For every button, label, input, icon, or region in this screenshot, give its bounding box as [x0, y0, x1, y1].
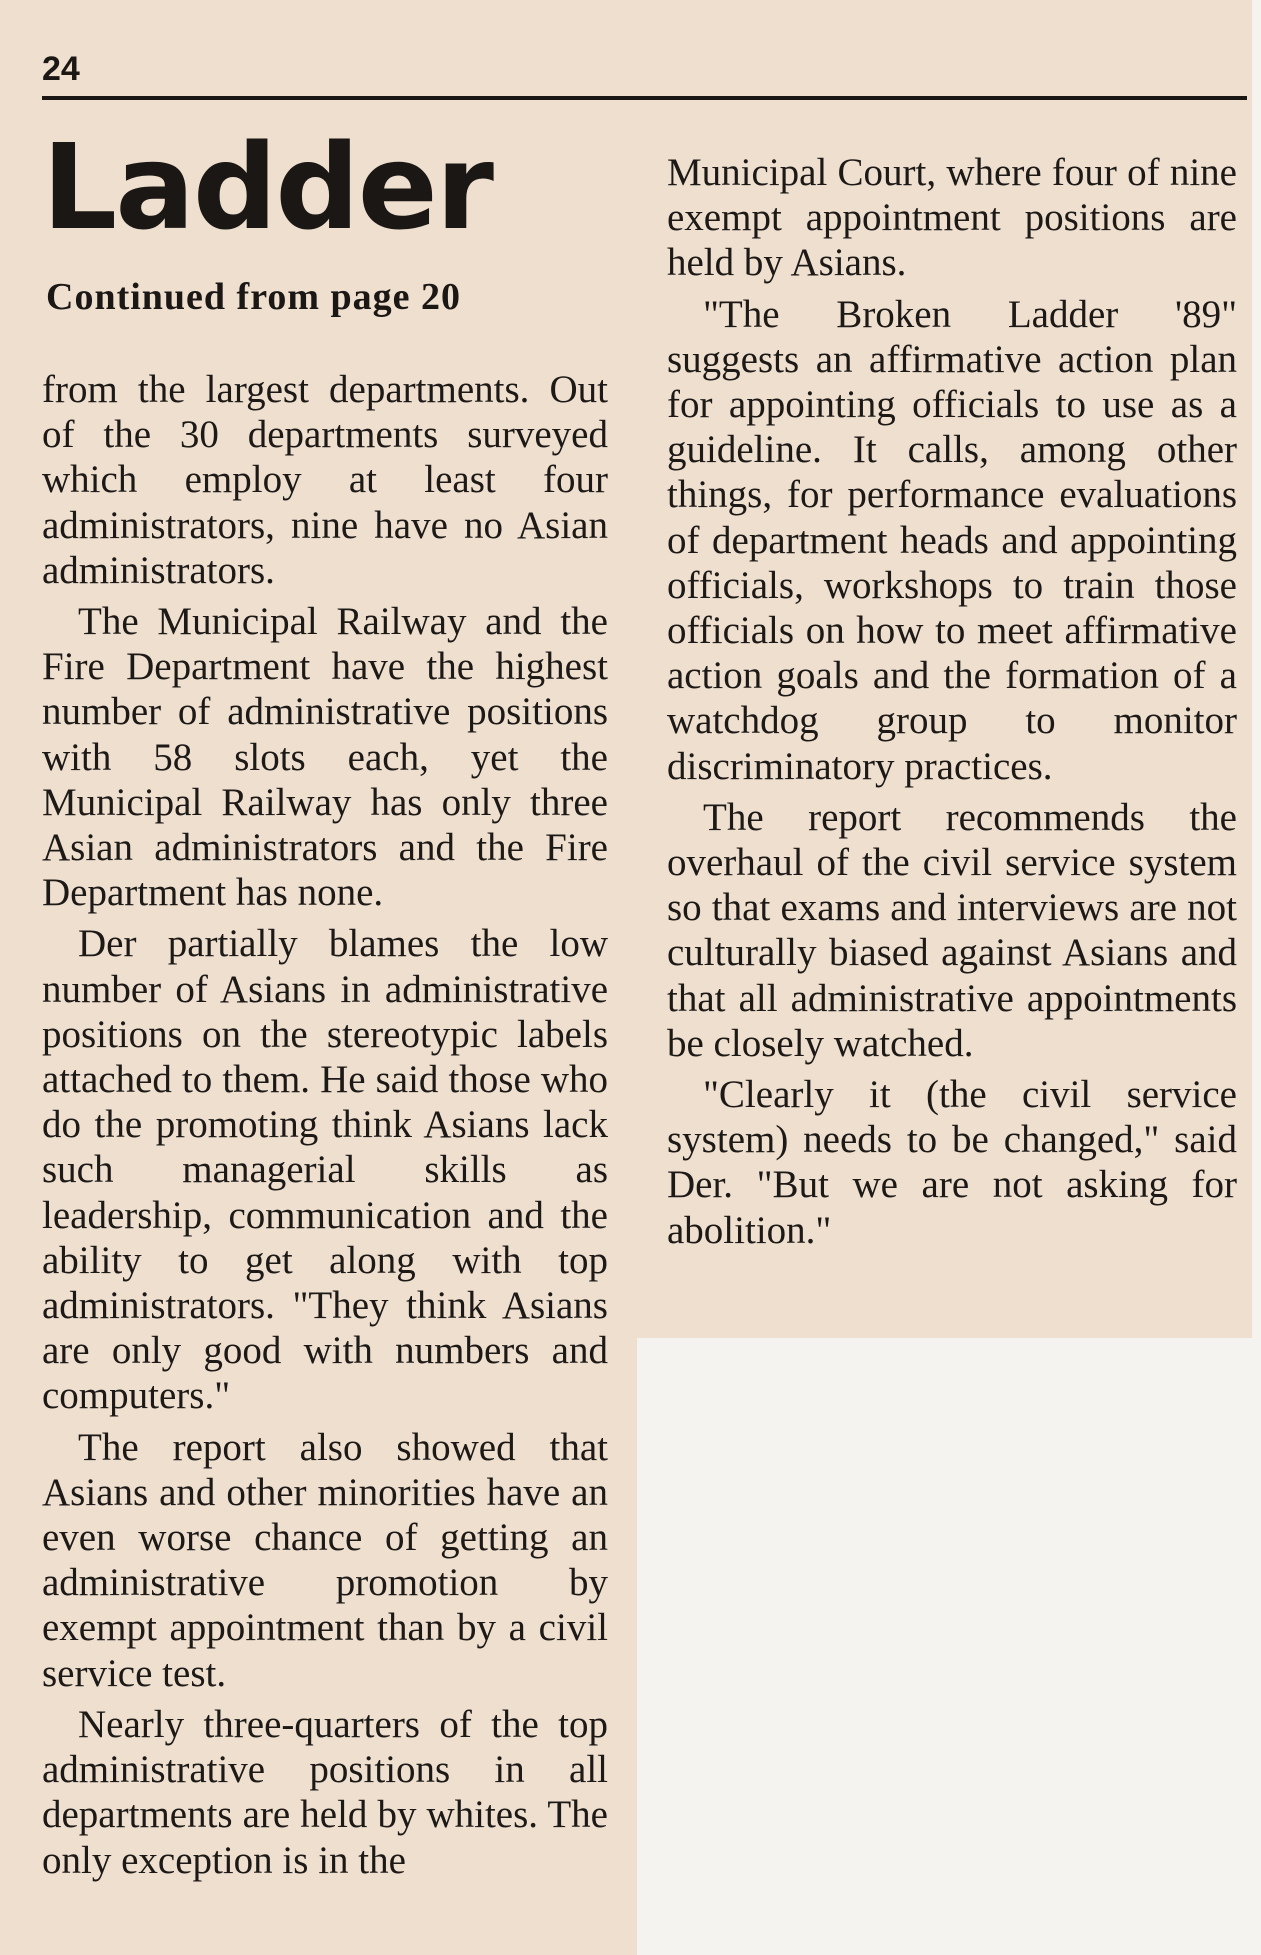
paragraph: The report also showed that Asians and other minorities have an even worse chance of getting an administrative promotion by exempt appointment than by a civil service test.	[42, 1425, 608, 1695]
right-column	[667, 150, 1237, 1335]
paragraph: "The Broken Ladder '89" suggests an affirmative action plan for appointing officials to use as a guideline. It calls, among other things, for performance evaluations of department heads and appointing officials, workshops to train those officials on how to meet affirmative action goals and the formation of a watchdog group to monitor discriminatory practices.	[667, 292, 1237, 788]
paragraph: Nearly three-quarters of the top administrative positions in all departments are held by whites. The only exception is in the	[42, 1702, 608, 1882]
headline: Ladder	[42, 118, 492, 256]
paragraph: "Clearly it (the civil service system) needs to be changed," said Der. "But we are not asking for abolition."	[667, 1073, 1237, 1252]
paragraph: Der partially blames the low number of Asians in administrative positions on the stereotypic labels attached to them. He said those who do the promoting think Asians lack such managerial skills as leadership, communication and the ability to get along with top administrators. "They think Asians are only good with numbers and computers."	[42, 922, 608, 1418]
blank-background-area	[637, 1338, 1261, 1955]
paragraph: Municipal Court, where four of nine exempt appointment positions are held by Asians.	[667, 151, 1237, 285]
paragraph: from the largest departments. Out of the 30 departments surveyed which employ at least four administrators, nine have no Asian administrators.	[42, 368, 608, 592]
paragraph: The Municipal Railway and the Fire Department have the highest number of administrative positions with 58 slots each, yet the Municipal Railway has only three Asian administrators and the Fire Department has none.	[42, 600, 608, 915]
header-rule	[42, 96, 1247, 100]
paragraph: The report recommends the overhaul of the civil service system so that exams and interviews are not culturally biased against Asians and that all administrative appointments be closely watched.	[667, 795, 1237, 1065]
page-number: 24	[42, 50, 80, 88]
left-column	[42, 367, 608, 1952]
continued-line: Continued from page 20	[46, 276, 462, 318]
